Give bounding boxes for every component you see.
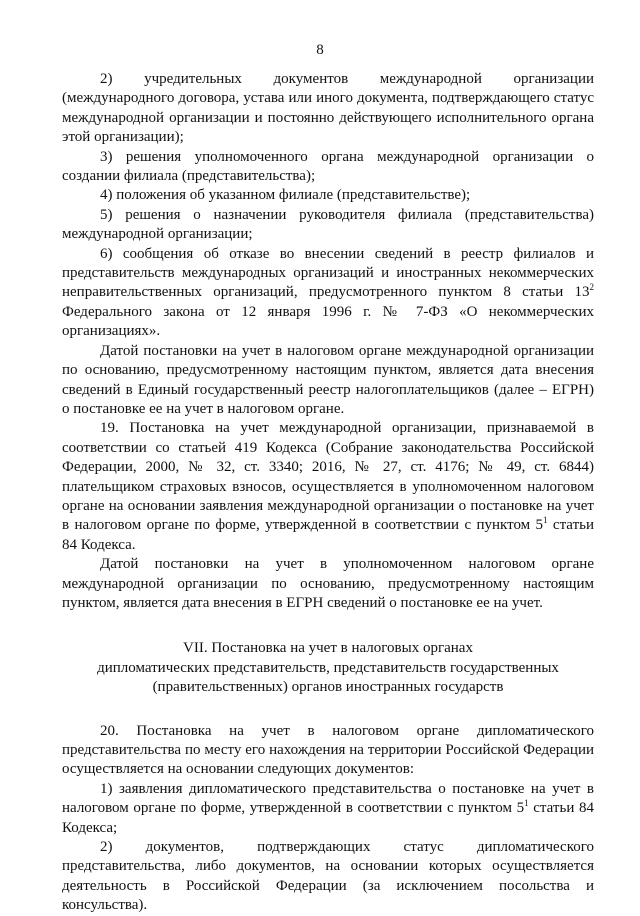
section-heading-line: (правительственных) органов иностранных государств xyxy=(152,679,504,696)
paragraph-text: 1) заявления дипломатического представительства о постановке на учет в налоговом органе по форме, утвержденной в соответствии с пунктом 5 xyxy=(62,780,594,817)
paragraph-clause-19 xyxy=(62,419,594,555)
paragraph-clause-19-date: Датой постановки на учет в уполномоченном налоговом органе международной организации по основанию, предусмотренному настоящим пунктом, является дата внесения в ЕГРН сведений о постановке ее на учет. xyxy=(62,556,594,611)
section-heading-line: VII. Постановка на учет в налоговых органах xyxy=(183,640,473,657)
paragraph-item-5-head-appointment: 5) решения о назначении руководителя филиала (представительства) международной организации; xyxy=(62,206,594,243)
section-heading xyxy=(62,639,594,697)
page-number: 8 xyxy=(316,42,324,58)
paragraph-item-2-founding-documents: 2) учредительных документов международной организации (международного договора, устава или иного документа, подтверждающего статус международной организации и постоянно действующего исполнительного органа этой организации); xyxy=(62,71,594,146)
paragraph-text: 6) сообщения об отказе во внесении сведений в реестр филиалов и представительств международных организаций и иностранных некоммерческих неправительственных организаций, предусмотренного пунктом 8 статьи 13 xyxy=(62,245,594,301)
paragraph-item-4-regulations: 4) положения об указанном филиале (представительстве); xyxy=(100,187,471,204)
paragraph-text: статьи 84 Кодекса. xyxy=(62,517,594,553)
superscript: 2 xyxy=(589,282,594,293)
paragraph-text: 19. Постановка на учет международной организации, признаваемой в соответствии со статьей 419 Кодекса (Собрание законодательства Российской Федерации, 2000, № 32, ст. 3340; 2016, № 27, ст. 4176; № 49, ст. 6844) плательщиком страховых взносов, осуществляется в уполномоченном налоговом органе на основании заявления международной организации о постановке на учет в налоговом органе по форме, утвержденной в соответствии с пунктом 5 xyxy=(62,420,594,534)
document-body xyxy=(62,70,594,916)
paragraph-item-3-decision-on-creation: 3) решения уполномоченного органа международной организации о создании филиала (представительства); xyxy=(62,148,594,185)
paragraph-text: Федерального закона от 12 января 1996 г. № 7-ФЗ «О некоммерческих организациях». xyxy=(62,303,594,340)
paragraph-item-2-status-documents: 2) документов, подтверждающих статус дипломатического представительства, либо документов, на основании которых осуществляется деятельность в Российской Федерации (за исключением посольства и консульства). xyxy=(62,839,594,914)
paragraph-clause-20: 20. Постановка на учет в налоговом органе дипломатического представительства по месту его нахождения на территории Российской Федерации осуществляется на основании следующих документов: xyxy=(62,722,594,778)
paragraph-text: статьи 84 Кодекса; xyxy=(62,800,594,836)
paragraph-item-6-refusal-notice xyxy=(62,245,594,342)
paragraph-registration-date: Датой постановки на учет в налоговом органе международной организации по основанию, предусмотренному настоящим пунктом, является дата внесения сведений в Единый государственный реестр налогоплательщиков (далее – ЕГРН) о постановке ее на учет в налоговом органе. xyxy=(62,342,594,417)
superscript: 1 xyxy=(524,798,529,809)
section-heading-line: дипломатических представительств, представительств государственных xyxy=(97,659,559,676)
paragraph-item-1-application xyxy=(62,780,594,838)
superscript: 1 xyxy=(543,515,548,526)
